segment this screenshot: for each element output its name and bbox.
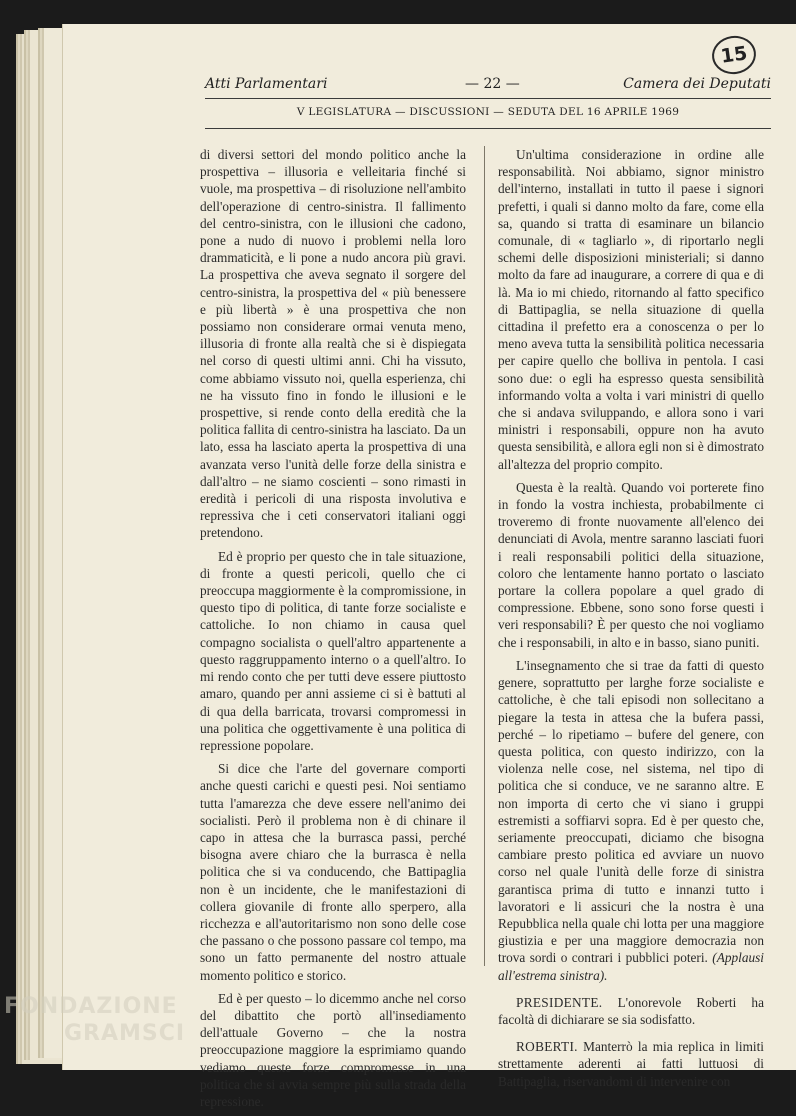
paragraph — [498, 657, 764, 984]
paragraph-text: L'insegnamento che si trae da fatti di questo genere, soprattutto per larghe forze socialiste e cattoliche, è che tali episodi non sollecitano a piegare la testa in attesa che la bufera passi, perché – lo ripetiamo – bufere del genere, con questa politica, con questo indirizzo, con la violenza nelle cose, nel sistema, nel tipo di politica che si conduce, ve ne saranno altre. E non importa di certo che vi siano i gruppi estremisti a soffiarvi sopra. Ed è per questo che, seriamente preoccupati, diciamo che bisogna cambiare presto politica ed avviare un nuovo corso nel quale l'unità delle forze di sinistra garantisca prima di tutto e innanzi tutto i lavoratori e li assicuri che la nostra è una Repubblica nella quale chi lotta per una maggiore giustizia e per una maggiore democrazia non trova sordi o contrari i pubblici poteri. — [498, 657, 764, 966]
paragraph: Si dice che l'arte del governare comporti anche questi carichi e questi pesi. Noi sentiamo tutta l'amarezza che deve essere nell'animo dei socialisti. Però il problema non è di chinare il capo in attesa che la burrasca passi, perché bisogna avere chiaro che la burrasca è nella politica che si va conducendo, che Battipaglia non è un incidente, che le manifestazioni di collera giovanile di fronte allo sperpero, alla ricchezza e all'autoritarismo non sono delle cose che passano o che possono passare col tempo, ma sono un fatto permanente del nostro attuale momento politico e storico. — [200, 761, 466, 983]
applause-note: (Applausi all'estrema sinistra). — [498, 950, 765, 983]
speaker-name: PRESIDENTE. — [516, 994, 603, 1010]
speaker-name: ROBERTI. — [516, 1039, 578, 1055]
paragraph: Ed è per questo – lo dicemmo anche nel corso del dibattito che portò all'insediamento dell'attuale Governo – che la nostra preoccupazione maggiore la esprimiamo quando vediamo queste forze compromesse in una politica che si avvia sempre più sulla strada della repressione. — [200, 990, 466, 1109]
column-divider — [484, 146, 485, 966]
paragraph: Un'ultima considerazione in ordine alle responsabilità. Noi abbiamo, signor ministro dell'interno, installati in tutto il paese i signori prefetti, i quali si danno molto da fare, come ella sa, quando si tratta di esaminare un bilancio comunale, di « tagliarlo », di riportarlo negli schemi delle disposizioni ministeriali; si danno molto da fare ad inaugurare, a correre di qua e di là. Ma io mi chiedo, ritornando al fatto specifico di Battipaglia, se nella situazione di quella cittadina il prefetto era a conoscenza o per lo meno aveva tutta la sensibilità politica necessaria per capire quello che bolliva in pentola. I casi sono due: o egli ha espresso questa sensibilità informando volta a volta i vari ministri di quello che si andava sviluppando, e allora sono i vari ministri i responsabili, oppure non ha avuto questa sensibilità, e allora egli non si è dimostrato all'altezza del proprio compito. — [498, 147, 764, 472]
speech-roberti — [498, 1038, 764, 1090]
header-right: Camera dei Deputati — [623, 76, 771, 92]
session-subheader: V LEGISLATURA — DISCUSSIONI — SEDUTA DEL 16 APRILE 1969 — [296, 106, 680, 118]
speech-presidente — [498, 994, 764, 1028]
handwritten-page-stamp: 15 — [710, 33, 759, 77]
watermark-line1: FONDAZIONE — [4, 994, 178, 1019]
left-column — [200, 146, 466, 1116]
paragraph: Ed è proprio per questo che in tale situazione, di fronte a questi pericoli, quello che ci preoccupa maggiormente è la compromissione, in questo tipo di politica, di tante forze socialiste e cattoliche. Io non chiamo in causa quel compagno socialista o quell'altro appartenente a questo raggruppamento interno o a quell'altro. Io mi rendo conto che per tutti deve essere piuttosto amaro, quando per anni assieme ci si è battuti al di qua della barricata, trovarsi compromessi in una politica che oggettivamente è una politica di repressione popolare. — [200, 548, 466, 753]
paragraph: di diversi settori del mondo politico anche la prospettiva – illusoria e velleitaria finché si vuole, ma prospettiva – di risoluzione nell'ambito dell'operazione di centro-sinistra. Il fallimento del centro-sinistra, con le illusioni che cadono, pone a nudo di nuovo i problemi nella loro drammaticità, e li pone a nudo ancora più gravi. La prospettiva che aveva segnato il sorgere del centro-sinistra, la prospettiva del « più benessere e più libertà » è una prospettiva che non possiamo non considerare ormai venuta meno, illusoria di fronte alla realtà che si è dispiegata nel corso di questi ultimi anni. Chi ha vissuto, come abbiamo vissuto noi, quella esperienza, chi ne ha vissuto fino in fondo le illusioni e le prospettive, si rende conto della eredità che la politica fallita di centro-sinistra ha lasciato. Da un lato, essa ha lasciato aperta la prospettiva di una avanzata verso l'unità delle forze della sinistra e dall'altro – ne siamo coscienti – sono rimasti in eredità i pericoli di una risposta involutiva e repressiva che i ceti conservatori italiani oggi pretendono. — [200, 147, 466, 541]
header-page-number: — 22 — — [465, 76, 520, 92]
speech-text: L'onorevole Roberti ha facoltà di dichiarare se sia sodisfatto. — [498, 994, 764, 1027]
header-left: Atti Parlamentari — [205, 76, 328, 92]
watermark-line2: GRAMSCI — [64, 1021, 186, 1046]
header-rule-bottom — [205, 128, 771, 129]
speech-text: Manterrò la mia replica in limiti strettamente aderenti ai fatti luttuosi di Battipaglia, riservandomi di intervenire con — [498, 1039, 764, 1089]
archive-watermark — [4, 994, 204, 1046]
paragraph: Questa è la realtà. Quando voi porterete fino in fondo la vostra inchiesta, probabilmente ci troveremo di fronte nuovamente all'elenco dei denunciati di Avola, mentre saranno lasciati fuori i reali responsabili politici della situazione, coloro che lentamente hanno portato o lasciato portare la collera popolare a quel grado di compressione. Ebbene, sono sono forse questi i veri responsabili? È per questo che noi vogliamo che i responsabili, in alto e in basso, siano puniti. — [498, 479, 764, 650]
header-rule-top — [205, 98, 771, 99]
running-header — [205, 76, 771, 98]
right-column — [498, 146, 764, 1096]
